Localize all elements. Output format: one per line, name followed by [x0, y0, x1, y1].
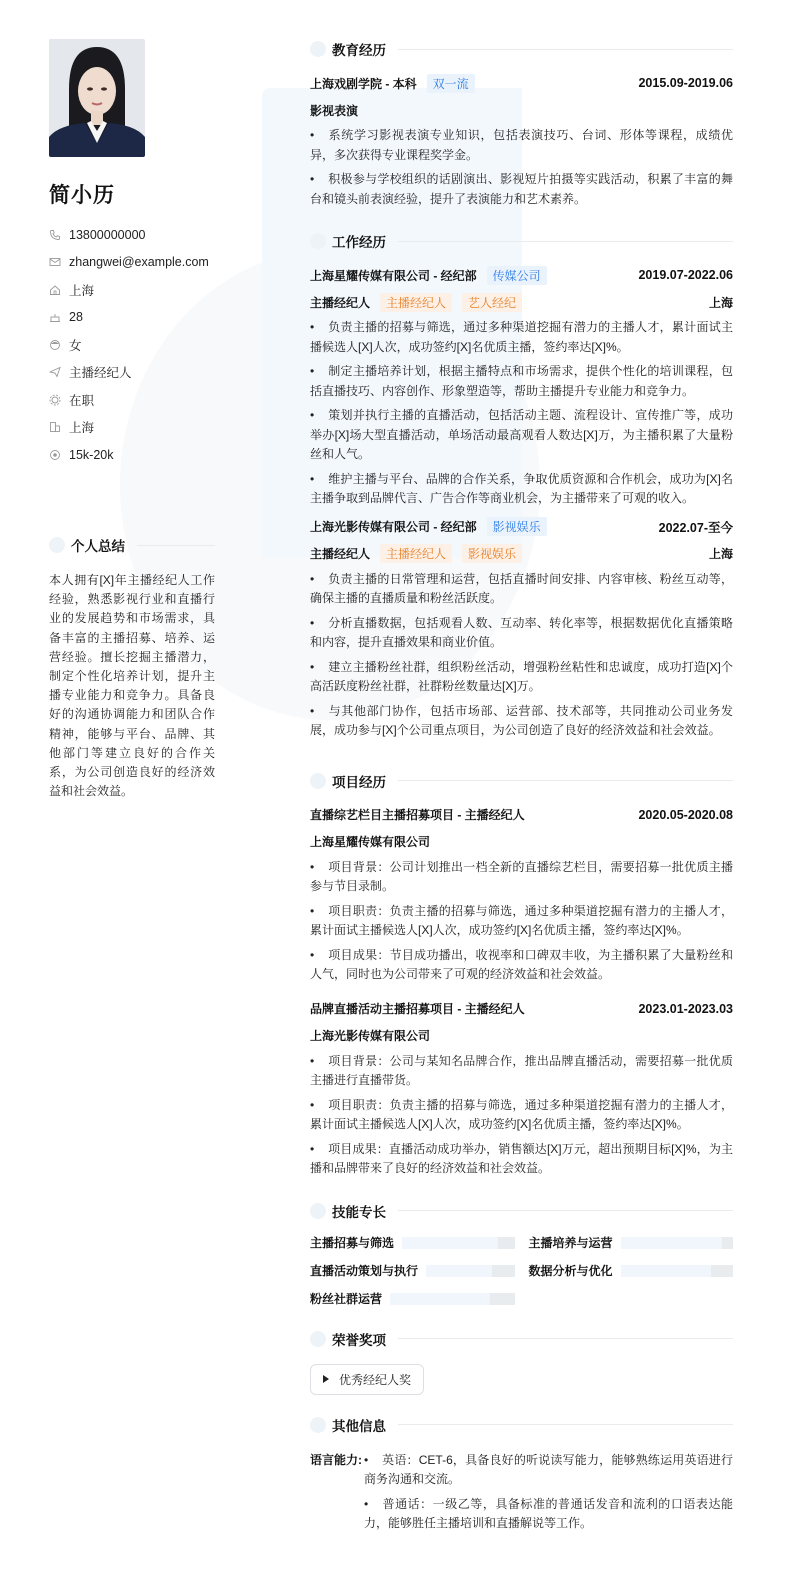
job-entry-head [310, 265, 733, 285]
section-dot-icon [310, 41, 326, 57]
job-date: 2019.07-2022.06 [638, 268, 733, 282]
section-title: 荣誉奖项 [332, 1332, 386, 1348]
section-dot-icon [49, 537, 65, 553]
status-icon [49, 394, 61, 406]
award-toggle-button[interactable] [310, 1364, 424, 1395]
list-item: • 制定主播培养计划，根据主播特点和市场需求，提供个性化的培训课程，包括直播技巧、内容创作、形象塑造等，帮助主播提升专业能力和竞争力。 [310, 362, 733, 401]
salary-icon [49, 449, 61, 461]
summary-text: 本人拥有[X]年主播经纪人工作经验，熟悉影视行业和直播行业的发展趋势和市场需求，具备丰富的主播招募、培养、运营经验。擅长挖掘主播潜力，制定个性化培养计划，提升主播专业能力和竞争力。具备良好的沟通协调能力和团队合作精神，能够与平台、品牌、其他部门等建立良好的合作关系，为公司创造良好的经济效益和社会效益。 [49, 573, 215, 799]
send-icon [49, 366, 61, 378]
section-dot-icon [310, 1203, 326, 1219]
project-date: 2023.01-2023.03 [638, 1001, 733, 1016]
skill-item [310, 1235, 515, 1251]
list-item: • 策划并执行主播的直播活动，包括活动主题、流程设计、宣传推广等，成功举办[X]场大型直播活动，单场活动最高观看人数达[X]万，为主播积累了大量粉丝和人气。 [310, 406, 733, 465]
list-item: • 系统学习影视表演专业知识，包括表演技巧、台词、形体等课程，成绩优异，多次获得专业课程奖学金。 [310, 126, 733, 165]
building-icon [49, 421, 61, 433]
section-title: 其他信息 [332, 1418, 386, 1434]
list-item: • 项目背景：公司计划推出一档全新的直播综艺栏目，需要招募一批优质主播参与节目录制。 [310, 858, 733, 897]
skill-bar [390, 1293, 514, 1305]
job-date: 2022.07-至今 [658, 520, 733, 535]
project-bullets [310, 858, 733, 985]
section-title: 技能专长 [332, 1204, 386, 1220]
role-tag: 主播经纪人 [380, 293, 452, 312]
project-name: 品牌直播活动主播招募项目 - 主播经纪人 [310, 1002, 525, 1016]
skills-header [310, 1201, 733, 1221]
skill-name: 主播培养与运营 [528, 1236, 613, 1250]
language-bullets [364, 1451, 733, 1539]
project-company: 上海星耀传媒有限公司 [310, 835, 431, 849]
info-position [49, 359, 219, 387]
list-item: • 负责主播的招募与筛选，通过多种渠道挖掘有潜力的主播人才，累计面试主播候选人[X]人次，成功签约[X]名优质主播，签约率达[X]%。 [310, 318, 733, 357]
list-item: • 维护主播与平台、品牌的合作关系，争取优质资源和合作机会，成功为[X]名主播争取到品牌代言、广告合作等商业机会，为主播带来了可观的收入。 [310, 470, 733, 509]
skill-name: 粉丝社群运营 [310, 1292, 383, 1306]
play-triangle-icon [323, 1375, 329, 1383]
info-residence [49, 276, 219, 304]
school-tag: 双一流 [427, 74, 475, 93]
skill-bar [621, 1265, 733, 1277]
role-tag: 影视娱乐 [462, 544, 522, 563]
school-name: 上海戏剧学院 - 本科 [310, 76, 417, 91]
section-dot-icon [310, 233, 326, 249]
project-date: 2020.05-2020.08 [638, 807, 733, 822]
role-tag: 主播经纪人 [380, 544, 452, 563]
work-header [310, 231, 733, 251]
project-bullets [310, 1052, 733, 1179]
list-item: • 建立主播粉丝社群，组织粉丝活动，增强粉丝粘性和忠诚度，成功打造[X]个高活跃度粉丝社群，社群粉丝数量达[X]万。 [310, 658, 733, 697]
candidate-name: 简小历 [49, 184, 115, 207]
skill-bar [426, 1265, 514, 1277]
gender-text: 女 [69, 338, 82, 353]
info-email [49, 249, 219, 277]
mail-icon [49, 256, 61, 268]
section-divider [398, 780, 733, 781]
summary-section [49, 535, 215, 801]
skill-bar-fill [621, 1265, 711, 1277]
city-text: 上海 [69, 421, 95, 436]
status-text: 在职 [69, 393, 95, 408]
list-item: • 项目成果：直播活动成功举办，销售额达[X]万元，超出预期目标[X]%，为主播和品牌带来了良好的经济效益和社会效益。 [310, 1140, 733, 1179]
section-divider [398, 1210, 733, 1211]
skill-name: 主播招募与筛选 [310, 1236, 395, 1250]
section-dot-icon [310, 1331, 326, 1347]
skills-grid [310, 1235, 733, 1307]
education-entry-head [310, 73, 733, 93]
awards-header [310, 1329, 733, 1349]
skill-item [529, 1235, 734, 1251]
projects-header [310, 771, 733, 791]
company-tag: 传媒公司 [487, 266, 547, 285]
gender-icon [49, 339, 61, 351]
skill-bar-fill [390, 1293, 490, 1305]
list-item: • 积极参与学校组织的话剧演出、影视短片拍摄等实践活动，积累了丰富的舞台和镜头前表演经验，提升了表演能力和艺术素养。 [310, 170, 733, 209]
cake-icon [49, 311, 61, 323]
education-date: 2015.09-2019.06 [638, 76, 733, 90]
skill-name: 直播活动策划与执行 [310, 1264, 419, 1278]
contact-info-list [49, 221, 219, 469]
section-divider [398, 241, 733, 242]
job-bullets [310, 318, 733, 509]
job-role: 主播经纪人 [310, 295, 371, 310]
role-tag: 艺人经纪 [462, 293, 522, 312]
info-salary [49, 441, 219, 469]
education-header [310, 39, 733, 59]
section-dot-icon [310, 1417, 326, 1433]
section-divider [398, 1424, 733, 1425]
info-status [49, 386, 219, 414]
company-name: 上海星耀传媒有限公司 - 经纪部 [310, 268, 477, 283]
job-location: 上海 [708, 547, 733, 561]
company-name: 上海光影传媒有限公司 - 经纪部 [310, 520, 477, 534]
home-icon [49, 284, 61, 296]
skill-bar [402, 1237, 514, 1249]
job-role: 主播经纪人 [310, 547, 371, 561]
summary-header [49, 535, 215, 555]
section-title: 项目经历 [332, 774, 386, 790]
project-entry-head [310, 805, 733, 825]
skill-bar-fill [402, 1237, 498, 1249]
list-item: • 与其他部门协作，包括市场部、运营部、技术部等，共同推动公司业务发展，成功参与[X]个公司重点项目，为公司创造了良好的经济效益和社会效益。 [310, 702, 733, 741]
section-title: 教育经历 [332, 43, 386, 58]
skill-bar [621, 1237, 733, 1249]
section-title: 工作经历 [332, 235, 386, 250]
project-company: 上海光影传媒有限公司 [310, 1029, 431, 1043]
project-company-row [310, 832, 733, 852]
phone-icon [49, 229, 61, 241]
company-tag: 影视娱乐 [487, 517, 547, 536]
job-entry-head [310, 517, 733, 537]
list-item: • 项目成果：节目成功播出，收视率和口碑双丰收，为主播积累了大量粉丝和人气，同时也为公司带来了可观的经济效益和社会效益。 [310, 946, 733, 985]
major-name: 影视表演 [310, 103, 359, 118]
project-company-row [310, 1026, 733, 1046]
info-city [49, 414, 219, 442]
job-role-row [310, 544, 733, 564]
email-text: zhangwei@example.com [69, 255, 209, 270]
section-title: 个人总结 [71, 539, 125, 554]
list-item: • 项目职责：负责主播的招募与筛选，通过多种渠道挖掘有潜力的主播人才，累计面试主播候选人[X]人次，成功签约[X]名优质主播，签约率达[X]%。 [310, 1096, 733, 1135]
info-gender [49, 331, 219, 359]
section-divider [137, 545, 215, 546]
residence-text: 上海 [69, 283, 95, 298]
job-role-row [310, 292, 733, 312]
list-item: • 英语：CET-6，具备良好的听说读写能力，能够熟练运用英语进行商务沟通和交流。 [364, 1451, 733, 1490]
info-phone [49, 221, 219, 249]
info-age [49, 304, 219, 332]
skill-bar-fill [621, 1237, 722, 1249]
age-text: 28 [69, 310, 83, 325]
skill-item [310, 1263, 515, 1279]
language-row [310, 1451, 733, 1539]
skill-name: 数据分析与优化 [528, 1264, 613, 1278]
award-label: 优秀经纪人奖 [339, 1372, 412, 1387]
project-name: 直播综艺栏目主播招募项目 - 主播经纪人 [310, 808, 525, 822]
sidebar [49, 39, 219, 469]
education-bullets [310, 126, 733, 209]
phone-text: 13800000000 [69, 227, 146, 242]
list-item: • 分析直播数据，包括观看人数、互动率、转化率等，根据数据优化直播策略和内容，提升直播效果和商业价值。 [310, 614, 733, 653]
section-dot-icon [310, 773, 326, 789]
avatar-photo [49, 39, 145, 157]
section-divider [398, 1338, 733, 1339]
skill-item [529, 1263, 734, 1279]
language-label: 语言能力: [310, 1452, 362, 1467]
list-item: • 普通话：一级乙等，具备标准的普通话发音和流利的口语表达能力，能够胜任主播培训和直播解说等工作。 [364, 1495, 733, 1534]
section-divider [398, 49, 733, 50]
other-header [310, 1415, 733, 1435]
list-item: • 项目背景：公司与某知名品牌合作，推出品牌直播活动，需要招募一批优质主播进行直播带货。 [310, 1052, 733, 1091]
main-content [310, 39, 733, 1539]
job-location: 上海 [708, 295, 733, 310]
skill-bar-fill [426, 1265, 492, 1277]
education-major-row [310, 100, 733, 120]
job-bullets [310, 570, 733, 741]
project-entry-head [310, 999, 733, 1019]
skill-item [310, 1291, 515, 1307]
salary-text: 15k-20k [69, 447, 114, 462]
position-text: 主播经纪人 [69, 366, 132, 381]
list-item: • 项目职责：负责主播的招募与筛选，通过多种渠道挖掘有潜力的主播人才，累计面试主播候选人[X]人次，成功签约[X]名优质主播，签约率达[X]%。 [310, 902, 733, 941]
list-item: • 负责主播的日常管理和运营，包括直播时间安排、内容审核、粉丝互动等，确保主播的直播质量和粉丝活跃度。 [310, 570, 733, 609]
